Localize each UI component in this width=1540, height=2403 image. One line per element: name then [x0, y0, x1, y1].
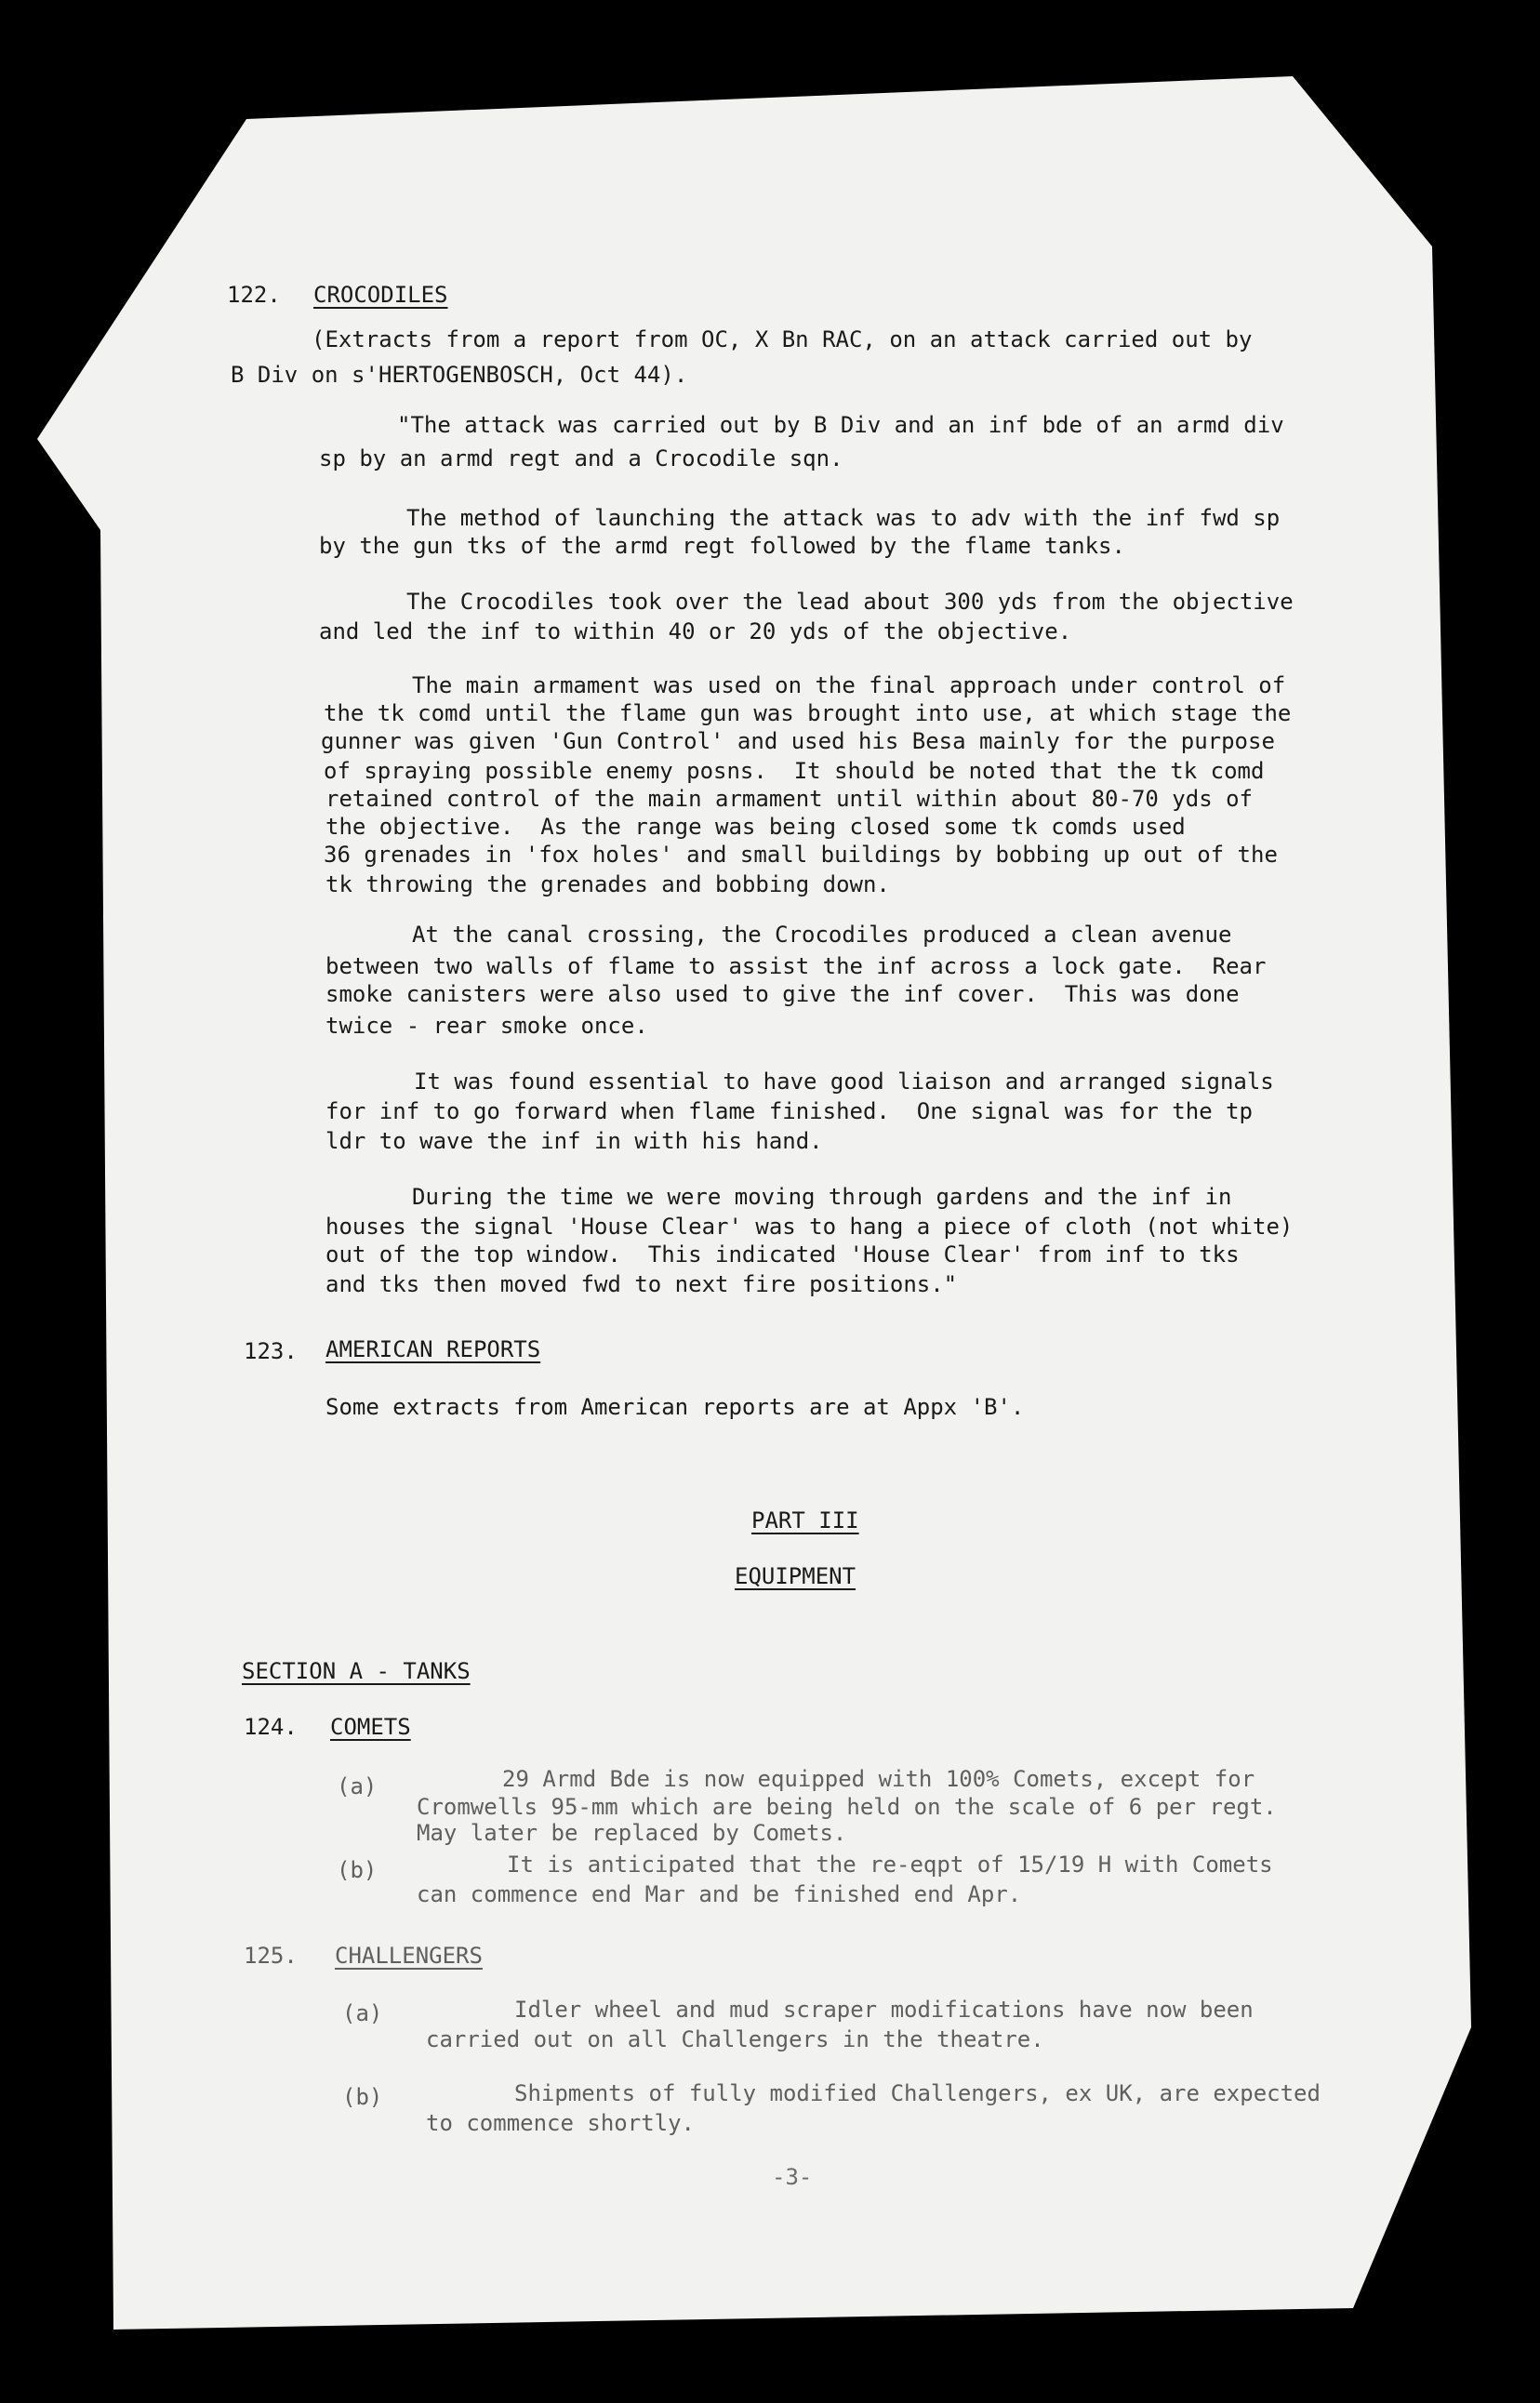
paragraph-line: sp by an armd regt and a Crocodile sqn. — [319, 445, 843, 471]
item-line: May later be replaced by Comets. — [417, 1820, 847, 1846]
item-line: 29 Armd Bde is now equipped with 100% Comets, except for — [502, 1766, 1255, 1792]
paragraph-line: the tk comd until the flame gun was brought into use, at which stage the — [324, 700, 1292, 726]
paragraph-line: the objective. As the range was being closed some tk comds used — [325, 814, 1186, 840]
section-heading: COMETS — [330, 1714, 411, 1740]
item-line: Idler wheel and mud scraper modifications have now been — [514, 1997, 1254, 2023]
item-line: to commence shortly. — [426, 2110, 695, 2136]
paragraph-line: out of the top window. This indicated 'House Clear' from inf to tks — [325, 1241, 1240, 1268]
section-heading: CROCODILES — [313, 282, 448, 308]
paragraph-line: At the canal crossing, the Crocodiles produced a clean avenue — [412, 922, 1232, 948]
section-number: 124. — [244, 1714, 298, 1740]
paragraph-line: 36 grenades in 'fox holes' and small buildings by bobbing up out of the — [324, 842, 1278, 868]
section-number: 122. — [227, 282, 281, 308]
item-line: can commence end Mar and be finished end Apr. — [417, 1881, 1022, 1907]
paragraph-line: Some extracts from American reports are at Appx 'B'. — [325, 1394, 1025, 1420]
section-heading: AMERICAN REPORTS — [325, 1336, 541, 1362]
paragraph-line: for inf to go forward when flame finished. One signal was for the tp — [325, 1098, 1253, 1124]
paragraph-line: and tks then moved fwd to next fire positions." — [325, 1271, 958, 1297]
paragraph-line: smoke canisters were also used to give the inf cover. This was done — [325, 981, 1240, 1007]
paragraph-line: retained control of the main armament until within about 80-70 yds of — [325, 786, 1253, 812]
section-heading: CHALLENGERS — [335, 1943, 483, 1969]
paragraph-line: The Crocodiles took over the lead about 300 yds from the objective — [406, 589, 1294, 615]
section-number: 125. — [244, 1943, 298, 1969]
paragraph-line: and led the inf to within 40 or 20 yds of the objective. — [319, 618, 1072, 644]
paragraph-line: twice - rear smoke once. — [325, 1013, 648, 1039]
paragraph-line: gunner was given 'Gun Control' and used his Besa mainly for the purpose — [321, 728, 1275, 754]
paragraph-line: The method of launching the attack was to adv with the inf fwd sp — [406, 505, 1281, 531]
item-label: (b) — [342, 2084, 383, 2110]
part-title: PART III — [751, 1507, 859, 1533]
item-line: Shipments of fully modified Challengers, ex UK, are expected — [514, 2080, 1321, 2106]
item-label: (b) — [337, 1857, 378, 1883]
page-number: -3- — [772, 2164, 813, 2190]
section-a-heading: SECTION A - TANKS — [242, 1658, 471, 1684]
paragraph-line: of spraying possible enemy posns. It should be noted that the tk comd — [324, 758, 1265, 784]
part-subtitle: EQUIPMENT — [735, 1563, 856, 1589]
paragraph-line: It was found essential to have good liaison and arranged signals — [414, 1069, 1274, 1095]
paragraph-line: tk throwing the grenades and bobbing down. — [325, 871, 890, 897]
paragraph-line: "The attack was carried out by B Div and an inf bde of an armd div — [397, 412, 1284, 438]
paragraph-line: The main armament was used on the final approach under control of — [412, 672, 1286, 698]
item-line: Cromwells 95-mm which are being held on the scale of 6 per regt. — [417, 1794, 1277, 1820]
intro-line: (Extracts from a report from OC, X Bn RAC, on an attack carried out by — [312, 326, 1253, 352]
item-line: It is anticipated that the re-eqpt of 15/19 H with Comets — [507, 1852, 1273, 1878]
paragraph-line: ldr to wave the inf in with his hand. — [325, 1128, 823, 1154]
item-label: (a) — [342, 2000, 383, 2026]
item-label: (a) — [337, 1773, 378, 1799]
section-number: 123. — [244, 1338, 298, 1364]
item-line: carried out on all Challengers in the theatre. — [426, 2026, 1044, 2052]
paragraph-line: houses the signal 'House Clear' was to hang a piece of cloth (not white) — [325, 1214, 1294, 1240]
intro-line: B Div on s'HERTOGENBOSCH, Oct 44). — [231, 362, 688, 388]
paragraph-line: by the gun tks of the armd regt followed by the flame tanks. — [319, 533, 1125, 559]
paragraph-line: between two walls of flame to assist the inf across a lock gate. Rear — [325, 953, 1267, 979]
paragraph-line: During the time we were moving through gardens and the inf in — [412, 1184, 1232, 1210]
